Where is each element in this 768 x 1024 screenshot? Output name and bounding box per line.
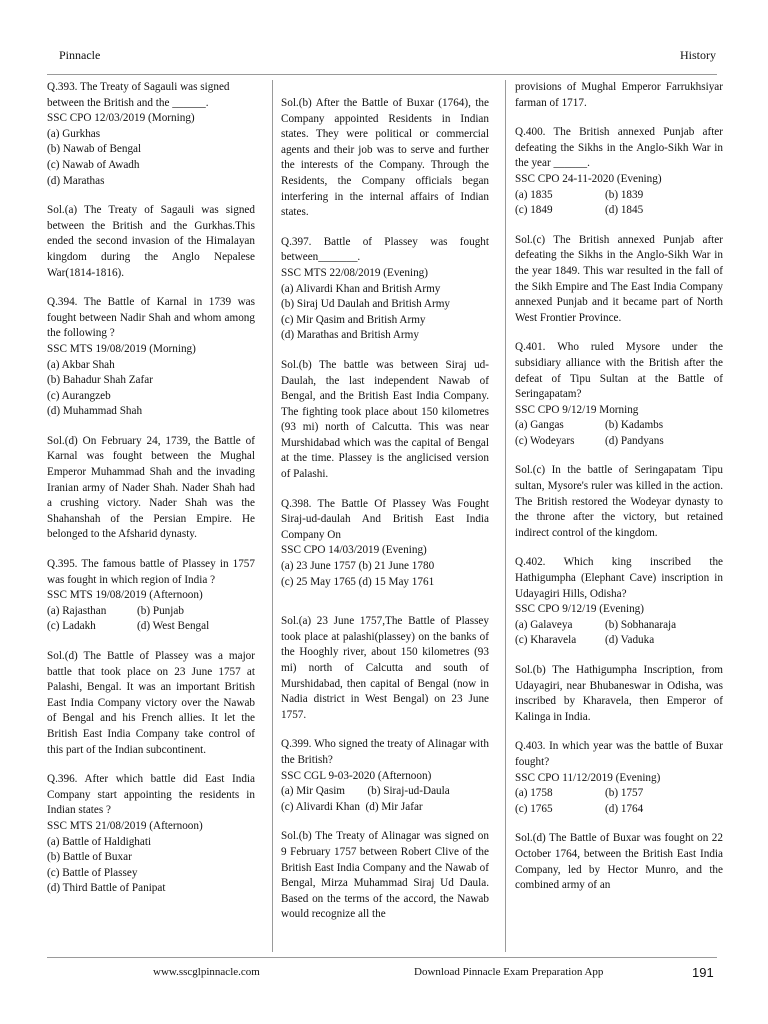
column-divider-1	[272, 80, 273, 952]
q399-options-ab: (a) Mir Qasim (b) Siraj-ud-Daula	[281, 785, 450, 798]
solution-396: Sol.(b) After the Battle of Buxar (1764), the Company appointed Residents in Indian states. They were political or commercial agents and their job was to serve and further the interests of the Company. Through the Residents, the Company officials began interfering in the internal affairs of Indian states.	[281, 97, 489, 219]
question-395	[47, 557, 255, 635]
solution-400: Sol.(c) The British annexed Punjab after defeating the Sikhs in the Anglo-Sikh War in the year 1849. This war resulted in the fall of the Sikh Empire and The East India Company annexed Punjab and it became part of North West Frontier Province.	[515, 233, 723, 324]
solution-393: Sol.(a) The Treaty of Sagauli was signed between the British and the Gurkhas.This ended the second invasion of the Himalayan kingdom during the Anglo Nepalese War(1814-1816).	[47, 204, 255, 279]
q401-options-ab	[515, 418, 723, 434]
footer-rule	[47, 957, 717, 958]
q400-text: Q.400. The British annexed Punjab after defeating the Sikhs in the Anglo-Sikh War in the year ______.	[515, 126, 723, 170]
solution-402: Sol.(b) The Hathigumpha Inscription, from Udayagiri, near Bhubaneswar in Odisha, was inscribed by Kharavela, then Emperor of Kalinga in India.	[515, 664, 723, 723]
header-brand: Pinnacle	[59, 48, 101, 62]
q401-options-cd	[515, 434, 723, 450]
question-397	[281, 235, 489, 344]
q397-option-c: (c) Mir Qasim and British Army	[281, 313, 426, 326]
question-400	[515, 125, 723, 219]
q394-exam: SSC MTS 19/08/2019 (Morning)	[47, 342, 196, 355]
q396-option-b: (b) Battle of Buxar	[47, 851, 132, 864]
q394-option-b: (b) Bahadur Shah Zafar	[47, 374, 153, 387]
question-403	[515, 739, 723, 817]
q399-options-cd: (c) Alivardi Khan (d) Mir Jafar	[281, 800, 423, 813]
question-398	[281, 497, 489, 591]
q393-exam: SSC CPO 12/03/2019 (Morning)	[47, 112, 195, 125]
column-3	[515, 80, 723, 908]
page-number: 191	[692, 965, 714, 980]
question-399	[281, 737, 489, 815]
q401-option-a: (a) Gangas	[515, 419, 564, 432]
q403-options-ab	[515, 786, 723, 802]
q395-option-a: (a) Rajasthan	[47, 604, 107, 617]
q396-option-a: (a) Battle of Haldighati	[47, 835, 152, 848]
solution-398: Sol.(a) 23 June 1757,The Battle of Plassey took place at palashi(plassey) on the banks of the Hooghly river, about 150 kilometres (93 mi) north of Calcutta and south of Murshidabad, then capital of Bengal (now in Nadia district in West Bengal) on 23 June 1757.	[281, 615, 489, 721]
q395-text: Q.395. The famous battle of Plassey in 1757 was fought in which region of India ?	[47, 558, 255, 586]
q393-line-2: between the British and the ______.	[47, 96, 209, 109]
q393-option-b: (b) Nawab of Bengal	[47, 143, 142, 156]
q403-option-b: (b) 1757	[605, 787, 644, 800]
q396-option-c: (c) Battle of Plassey	[47, 866, 138, 879]
q403-text: Q.403. In which year was the battle of Buxar fought?	[515, 740, 723, 768]
header-subject: History	[680, 48, 716, 62]
q403-option-c: (c) 1765	[515, 802, 553, 815]
question-393	[47, 80, 255, 189]
footer-website[interactable]: www.sscglpinnacle.com	[153, 966, 260, 978]
q393-option-c: (c) Nawab of Awadh	[47, 158, 140, 171]
question-402	[515, 555, 723, 649]
solution-401: Sol.(c) In the battle of Seringapatam Tipu sultan, Mysore's ruler was killed in the action. The British restored the Wodeyar dynasty to the throne after the victory, but retained indirect control of the kingdom.	[515, 464, 723, 539]
header-rule	[47, 74, 717, 75]
q400-option-a: (a) 1835	[515, 188, 553, 201]
q395-options-cd	[47, 619, 255, 635]
q398-text: Q.398. The Battle Of Plassey Was Fought Siraj-ud-daulah And British East India Company On	[281, 497, 489, 541]
q395-option-d: (d) West Bengal	[137, 620, 210, 633]
q395-option-b: (b) Punjab	[137, 604, 184, 617]
q400-option-d: (d) 1845	[605, 204, 644, 217]
q400-option-b: (b) 1839	[605, 188, 644, 201]
q397-option-b: (b) Siraj Ud Daulah and British Army	[281, 298, 451, 311]
q400-exam: SSC CPO 24-11-2020 (Evening)	[515, 172, 662, 185]
q401-text: Q.401. Who ruled Mysore under the subsidiary alliance with the British after the defeat of Tipu Sultan at the Battle of Seringapatam?	[515, 341, 723, 401]
q396-text: Q.396. After which battle did East India Company start appointing the residents in Indian states ?	[47, 773, 255, 817]
q396-option-d: (d) Third Battle of Panipat	[47, 882, 166, 895]
q398-options-ab: (a) 23 June 1757 (b) 21 June 1780	[281, 560, 435, 573]
q401-exam: SSC CPO 9/12/19 Morning	[515, 403, 639, 416]
solution-395: Sol.(d) The Battle of Plassey was a major battle that took place on 23 June 1757 at Palashi, Bengal. It was an important British East India Company victory over the Nawab of Bengal and his French allies. It let the British East India Company take control of this part of the Indian subcontinent.	[47, 650, 255, 756]
q397-option-a: (a) Alivardi Khan and British Army	[281, 282, 441, 295]
q402-exam: SSC CPO 9/12/19 (Evening)	[515, 603, 644, 616]
q402-option-c: (c) Kharavela	[515, 634, 577, 647]
q402-option-b: (b) Sobhanaraja	[605, 618, 677, 631]
q403-option-a: (a) 1758	[515, 787, 553, 800]
q402-text: Q.402. Which king inscribed the Hathigumpha (Elephant Cave) inscription in Udayagiri Hills, Odisha?	[515, 556, 723, 600]
q394-option-d: (d) Muhammad Shah	[47, 405, 143, 418]
q402-option-d: (d) Vaduka	[605, 634, 655, 647]
q394-text: Q.394. The Battle of Karnal in 1739 was fought between Nadir Shah and whom among the following ?	[47, 296, 255, 340]
question-396	[47, 772, 255, 897]
column-divider-2	[505, 80, 506, 952]
q401-option-b: (b) Kadambs	[605, 419, 664, 432]
q400-option-c: (c) 1849	[515, 204, 553, 217]
q393-option-d: (d) Marathas	[47, 174, 105, 187]
q402-options-cd	[515, 633, 723, 649]
q400-options-cd	[515, 203, 723, 219]
q395-options-ab	[47, 604, 255, 620]
q398-exam: SSC CPO 14/03/2019 (Evening)	[281, 544, 427, 557]
q396-exam: SSC MTS 21/08/2019 (Afternoon)	[47, 819, 203, 832]
q393-option-a: (a) Gurkhas	[47, 127, 101, 140]
column-1	[47, 80, 255, 911]
q397-text: Q.397. Battle of Plassey was fought between_______.	[281, 235, 489, 264]
q402-option-a: (a) Galaveya	[515, 618, 573, 631]
q403-exam: SSC CPO 11/12/2019 (Evening)	[515, 771, 661, 784]
solution-394: Sol.(d) On February 24, 1739, the Battle of Karnal was fought between the Mughal Emperor Muhammad Shah and the invading Iranian army of Nader Shah. Nader Shah had a crushing victory. Nader Shah was the Shahanshah of the Persian Empire. He belonged to the Afsharid dynasty.	[47, 434, 255, 541]
solution-397: Sol.(b) The battle was between Siraj ud-Daulah, the last independent Nawab of Bengal, and the British East India Company. The fighting took place about 150 kilometres (93 mi) north of Calcutta. This was near Murshidabad which was the capital of Bengal at the time. Plassey is the anglicised version of Palashi.	[281, 358, 489, 481]
q394-option-c: (c) Aurangzeb	[47, 389, 111, 402]
q395-exam: SSC MTS 19/08/2019 (Afternoon)	[47, 589, 203, 602]
q397-option-d: (d) Marathas and British Army	[281, 329, 419, 342]
solution-399: Sol.(b) The Treaty of Alinagar was signed on 9 February 1757 between Robert Clive of the British East India Company and the Nawab of Bengal, Mirza Muhammad Siraj Ud Daula. Based on the terms of the accord, the Nawab would recognize all the	[281, 830, 489, 921]
q402-options-ab	[515, 618, 723, 634]
q399-text: Q.399. Who signed the treaty of Alinagar with the British?	[281, 738, 489, 766]
q401-option-c: (c) Wodeyars	[515, 434, 575, 447]
solution-399-continued: provisions of Mughal Emperor Farrukhsiyar farman of 1717.	[515, 81, 723, 109]
q398-options-cd: (c) 25 May 1765 (d) 15 May 1761	[281, 575, 435, 588]
q397-exam: SSC MTS 22/08/2019 (Evening)	[281, 266, 428, 279]
q395-option-c: (c) Ladakh	[47, 620, 96, 633]
page-footer	[0, 966, 768, 982]
q403-option-d: (d) 1764	[605, 802, 644, 815]
q394-option-a: (a) Akbar Shah	[47, 358, 115, 371]
footer-app-promo: Download Pinnacle Exam Preparation App	[414, 966, 604, 978]
q393-line-1: Q.393. The Treaty of Sagauli was signed	[47, 81, 230, 93]
q399-exam: SSC CGL 9-03-2020 (Afternoon)	[281, 769, 432, 782]
q403-options-cd	[515, 802, 723, 818]
page-header	[47, 48, 721, 64]
question-401	[515, 340, 723, 449]
q400-options-ab	[515, 188, 723, 204]
column-2	[281, 96, 489, 937]
question-394	[47, 295, 255, 420]
solution-403: Sol.(d) The Battle of Buxar was fought on 22 October 1764, between the British East India Company, led by Hector Munro, and the combined army of an	[515, 832, 723, 892]
q401-option-d: (d) Pandyans	[605, 434, 664, 447]
